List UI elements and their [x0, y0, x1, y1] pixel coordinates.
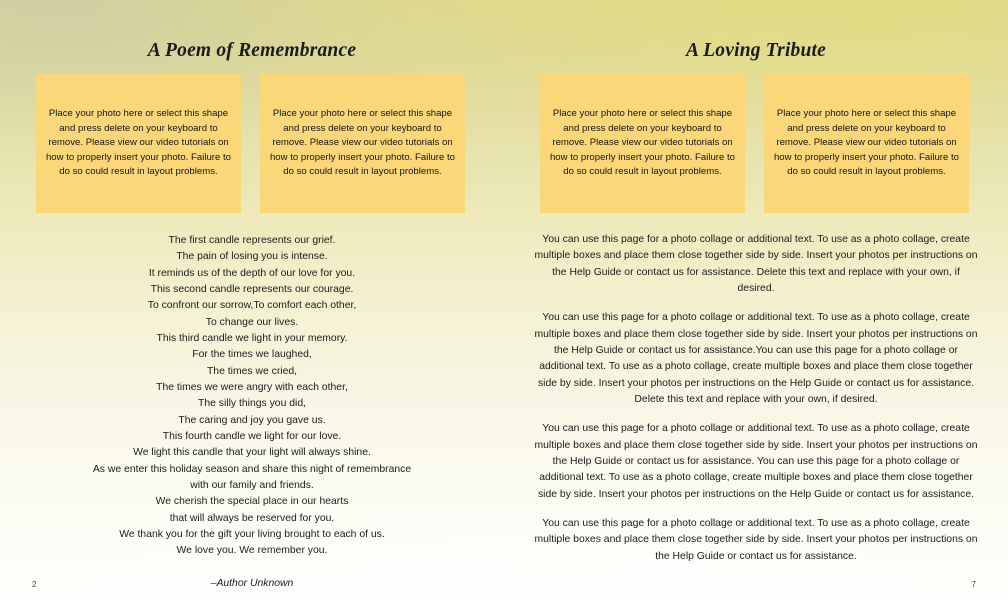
poem-line: The pain of losing you is intense. [176, 251, 328, 263]
poem-line: As we enter this holiday season and share this night of remembrance [92, 463, 412, 475]
poem-line: We cherish the special place in our hearts [155, 496, 349, 508]
poem-line: To confront our sorrow,To comfort each other, [147, 300, 357, 312]
tribute-paragraph: You can use this page for a photo collage or additional text. To use as a photo collage, create multiple boxes and place them close together side by side. Insert your photos per instructions on the Help Guide or contact us for assistance. Delete this text and replace with your own, if desired. [534, 234, 978, 294]
page-number-right: 7 [971, 580, 976, 589]
poem-line: We thank you for the gift your living brought to each of us. [119, 528, 385, 540]
poem-line: The caring and joy you gave us. [178, 414, 326, 426]
photo-placeholder-box[interactable] [36, 74, 241, 213]
photo-placeholder-text: Place your photo here or select this shape and press delete on your keyboard to remove. Please view our video tutorials on how to properly insert your photo. Failure to do so could result in layout problems. [45, 108, 232, 178]
tribute-paragraph: You can use this page for a photo collage or additional text. To use as a photo collage, create multiple boxes and place them close together side by side. Insert your photos per instructions on the Help Guide or contact us for assistance. [534, 517, 978, 562]
tribute-body [534, 232, 978, 565]
page-title-left: A Poem of Remembrance [147, 40, 357, 61]
poem-line: The silly things you did, [197, 398, 306, 410]
tribute-paragraph: You can use this page for a photo collage or additional text. To use as a photo collage, create multiple boxes and place them close together side by side. Insert your photos per instructions on the Help Guide or contact us for assistance. You can use this page for a photo collage or additional text. To use as a photo collage, create multiple boxes and place them close together side by side. Insert your photos per instructions on the Help Guide or contact us for assistance. [534, 423, 978, 500]
page-number-left: 2 [32, 580, 37, 589]
poem-line: that will always be reserved for you. [169, 512, 335, 524]
poem-line: This third candle we light in your memory. [156, 332, 348, 344]
poem-line: The times we cried, [206, 365, 298, 377]
poem-line: We love you. We remember you. [176, 545, 328, 557]
poem-line: This fourth candle we light for our love. [162, 430, 342, 442]
page-title-right: A Loving Tribute [685, 40, 827, 61]
photo-placeholder-row-right [540, 74, 969, 213]
tribute-paragraph: You can use this page for a photo collage or additional text. To use as a photo collage, create multiple boxes and place them close together side by side. Insert your photos per instructions on the Help Guide or contact us for assistance.You can use this page for a photo collage or additional text. To use as a photo collage, create multiple boxes and place them close together side by side. Insert your photos per instructions on the Help Guide or contact us for assistance. Delete this text and replace with your own, if desired. [534, 312, 978, 405]
photo-placeholder-text: Place your photo here or select this shape and press delete on your keyboard to remove. Please view our video tutorials on how to properly insert your photo. Failure to do so could result in layout problems. [269, 108, 456, 178]
photo-placeholder-box[interactable] [540, 74, 745, 213]
poem-line: For the times we laughed, [192, 349, 312, 361]
photo-placeholder-text: Place your photo here or select this shape and press delete on your keyboard to remove. Please view our video tutorials on how to properly insert your photo. Failure to do so could result in layout problems. [773, 108, 960, 178]
photo-placeholder-box[interactable] [260, 74, 465, 213]
right-page [504, 0, 1008, 612]
poem-line: This second candle represents our courage. [150, 283, 354, 295]
photo-placeholder-text: Place your photo here or select this shape and press delete on your keyboard to remove. Please view our video tutorials on how to properly insert your photo. Failure to do so could result in layout problems. [549, 108, 736, 178]
poem-line: We light this candle that your light will always shine. [133, 447, 371, 459]
poem-line: It reminds us of the depth of our love for you. [148, 267, 356, 279]
poem-author: –Author Unknown [210, 577, 294, 589]
poem-line: with our family and friends. [190, 479, 314, 491]
poem-body [30, 233, 474, 592]
photo-placeholder-box[interactable] [764, 74, 969, 213]
poem-line: The first candle represents our grief. [168, 235, 336, 246]
poem-line: To change our lives. [205, 316, 299, 328]
photo-placeholder-row-left [36, 74, 465, 213]
poem-line: The times we were angry with each other, [156, 381, 348, 393]
